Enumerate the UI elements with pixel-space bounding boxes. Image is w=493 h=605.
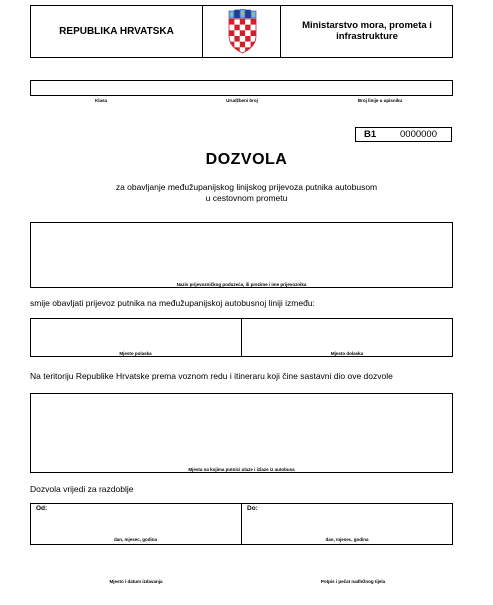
- from-label: Od:: [36, 505, 48, 512]
- header-box: [30, 5, 453, 58]
- ministry-line-2: infrastrukture: [336, 31, 398, 42]
- serial-prefix: B1: [364, 129, 377, 140]
- carrier-field[interactable]: [30, 222, 453, 288]
- klasa-caption: Klasa: [94, 98, 107, 103]
- to-label: Do:: [247, 505, 258, 512]
- urudzbeni-caption: Urudžbeni broj: [226, 98, 258, 103]
- header-divider-left: [202, 6, 203, 57]
- header-left-text: REPUBLIKA HRVATSKA: [59, 26, 174, 37]
- stops-field[interactable]: [30, 393, 453, 473]
- ministry-line-1: Ministarstvo mora, prometa i: [302, 20, 432, 31]
- place-date-caption: Mjesto i datum izdavanja: [109, 579, 163, 584]
- signature-caption: Potpis i pečat nadležnog tijela: [320, 579, 386, 584]
- route-intro: smije obavljati prijevoz putnika na međužupanijskoj autobusnoj liniji između:: [30, 298, 315, 308]
- page-title: DOZVOLA: [205, 151, 288, 168]
- subtitle-line-2: u cestovnom prometu: [205, 193, 288, 203]
- broj-linije-caption: Broj linije u upisniku: [357, 98, 403, 103]
- stops-caption: Mjesta na kojima putnici ulaze i izlaze iz autobusa: [188, 467, 295, 472]
- header-right-text: [280, 20, 454, 42]
- croatian-coat-of-arms-icon: [226, 9, 258, 54]
- from-caption: dan, mjesec, godina: [113, 537, 157, 542]
- to-caption: dan, mjesec, godina: [325, 537, 369, 542]
- reference-row-box: [30, 80, 453, 96]
- validity-intro: Dozvola vrijedi za razdoblje: [30, 484, 134, 494]
- carrier-caption: Naziv prijevozničkog poduzeća, ili prezime i ime prijevoznika: [176, 282, 307, 287]
- arrival-caption: Mjesto dolaska: [330, 351, 364, 356]
- stops-intro: Na teritoriju Republike Hrvatske prema voznom redu i itineraru koji čine sastavni dio ove dozvole: [30, 371, 393, 381]
- serial-box: [355, 127, 452, 142]
- subtitle-line-1: za obavljanje međužupanijskog linijskog prijevoza putnika autobusom: [115, 182, 378, 192]
- serial-number: 0000000: [400, 129, 437, 140]
- departure-caption: Mjesto polaska: [119, 351, 152, 356]
